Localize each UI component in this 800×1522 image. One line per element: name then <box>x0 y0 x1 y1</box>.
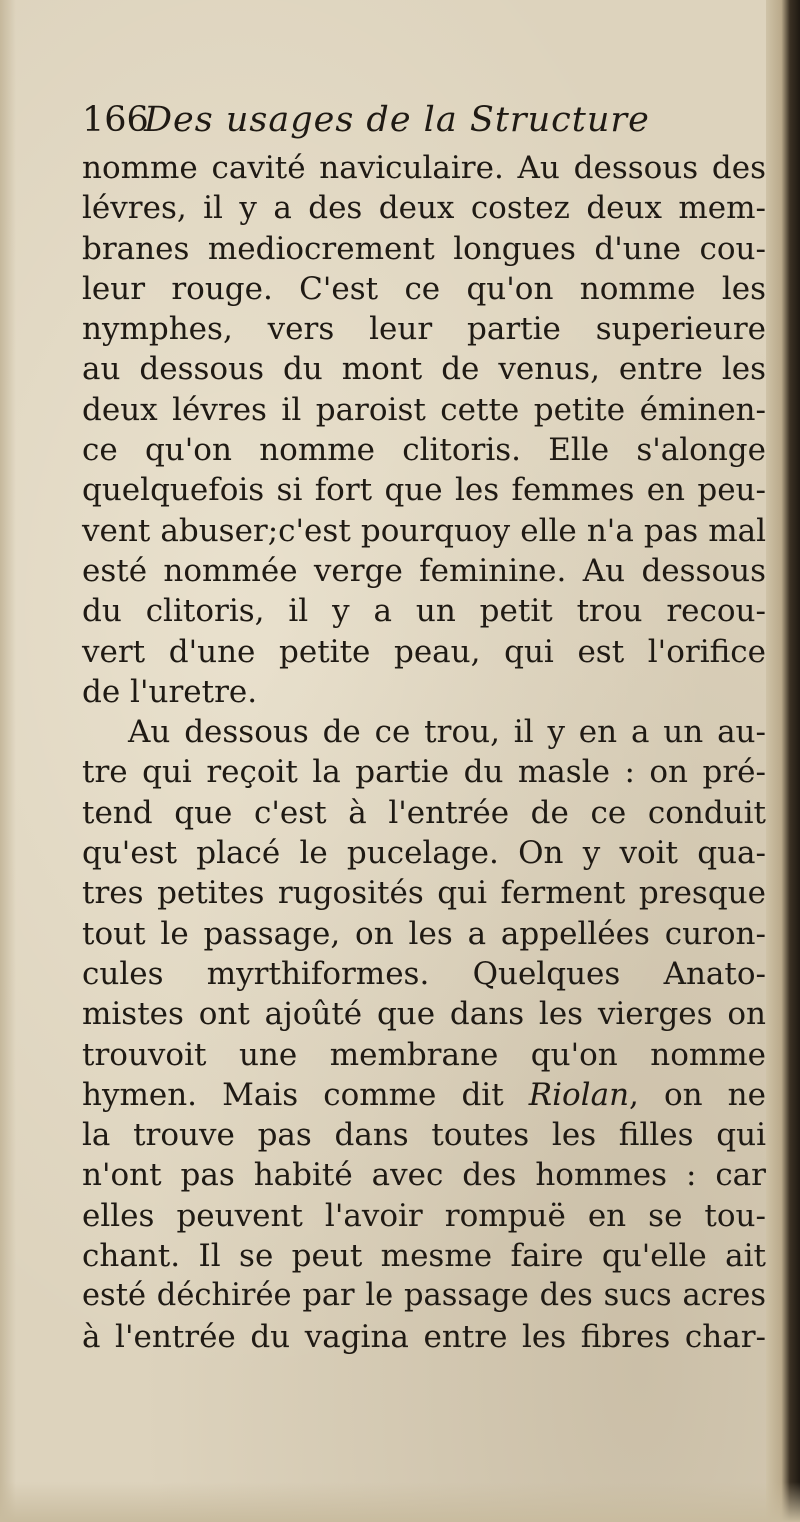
text-line-13: vert d'une petite peau, qui est l'orifice <box>82 633 766 670</box>
text-block <box>82 92 766 1357</box>
text-line-26: n'ont pas habité avec des hommes : car <box>82 1157 766 1194</box>
text-line-7: deux lévres il paroist cette petite éminen- <box>82 391 766 428</box>
text-line-17: tend que c'est à l'entrée de ce conduit <box>82 794 766 831</box>
text-line-20: tout le passage, on les a appellées curon- <box>82 915 766 952</box>
text-line-25: la trouve pas dans toutes les filles qui <box>82 1117 766 1154</box>
text-line-14: de l'uretre. <box>82 673 258 710</box>
page-bottom-shadow <box>0 1482 800 1522</box>
text-line-24-start: hymen. Mais comme dit <box>82 1076 504 1113</box>
page-number: 166 <box>82 100 149 140</box>
text-line-27: elles peuvent l'avoir rompuë en se tou- <box>82 1197 766 1234</box>
text-line-21: cules myrthiformes. Quelques Anato- <box>82 955 766 992</box>
text-line-16: tre qui reçoit la partie du masle : on pré- <box>82 754 766 791</box>
text-line-2: lévres, il y a des deux costez deux mem- <box>82 190 766 227</box>
running-head <box>82 92 766 148</box>
author-name-riolan: Riolan <box>528 1076 630 1113</box>
text-line-8: ce qu'on nomme clitoris. Elle s'alonge <box>82 432 766 469</box>
text-line-24-end: , on ne <box>629 1076 766 1113</box>
page-left-shadow <box>0 0 16 1522</box>
text-line-3: branes mediocrement longues d'une cou- <box>82 230 766 267</box>
text-line-15: Au dessous de ce trou, il y en a un au- <box>128 714 766 751</box>
text-line-23: trouvoit une membrane qu'on nomme <box>82 1036 766 1073</box>
text-line-9: quelquefois si fort que les femmes en peu- <box>82 472 766 509</box>
text-line-24 <box>82 1075 766 1115</box>
text-line-10: vent abuser;c'est pourquoy elle n'a pas mal <box>82 512 766 549</box>
running-head-title: Des usages de la Structure <box>144 100 650 140</box>
text-line-6: au dessous du mont de venus, entre les <box>82 351 766 388</box>
text-line-12: du clitoris, il y a un petit trou recou- <box>82 593 766 630</box>
text-line-1: nomme cavité naviculaire. Au dessous des <box>82 150 766 186</box>
text-line-4: leur rouge. C'est ce qu'on nomme les <box>82 270 766 307</box>
text-line-18: qu'est placé le pucelage. On y voit qua- <box>82 835 766 872</box>
text-line-19: tres petites rugosités qui ferment presque <box>82 875 766 912</box>
text-line-30: à l'entrée du vagina entre les fibres char- <box>82 1318 766 1355</box>
text-line-11: esté nommée verge feminine. Au dessous <box>82 552 766 589</box>
page-spine-shadow <box>766 0 800 1522</box>
text-line-28: chant. Il se peut mesme faire qu'elle ait <box>82 1238 766 1275</box>
text-line-22: mistes ont ajoûté que dans les vierges on <box>82 996 766 1033</box>
text-line-29: esté déchirée par le passage des sucs acres <box>82 1278 766 1314</box>
text-line-5: nymphes, vers leur partie superieure <box>82 311 766 348</box>
